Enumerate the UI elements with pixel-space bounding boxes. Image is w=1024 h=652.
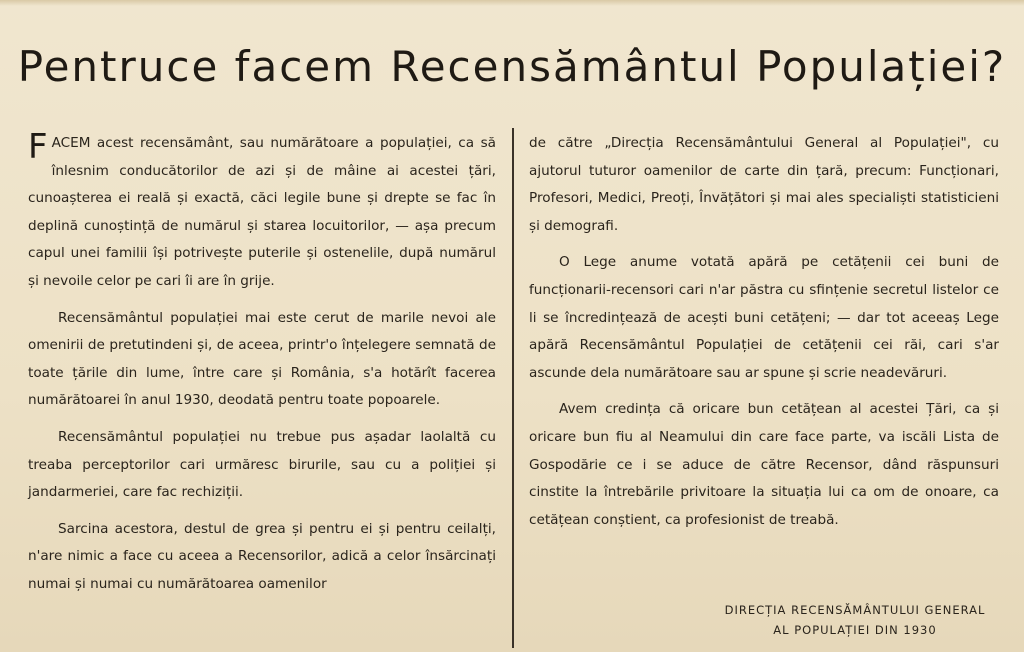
paragraph-3: Recensământul populației nu trebue pus așadar laolaltă cu treaba perceptorilor cari urmăresc birurile, sau cu a poliției și jandarmeriei, care fac rechiziții.	[28, 428, 496, 501]
paragraph-1-text: ACEM acest recensământ, sau numărătoare a populației, ca să înlesnim conducătorilor de azi și de mâine ai acestei țări, cunoașterea ei reală și exactă, căci legile bune și drepte se fac în deplină cunoștință de numărul și starea locuitorilor, — așa precum capul unei familii își potrivește puterile și ostenelile, după numărul și nevoile celor pe cari îi are în grije.	[28, 135, 496, 289]
signature-line-1: DIRECȚIA RECENSĂMÂNTULUI GENERAL	[724, 603, 986, 617]
signature-block	[690, 600, 1020, 640]
paragraph-6: O Lege anume votată apără pe cetățenii cei buni de funcționarii-recensori cari n'ar păstra cu sfințenie secretul listelor ce li se încredințează de acești buni cetățeni; — dar tot aceeaș Lege apără Recensământul Populației de cetățenii cei răi, cari s'ar ascunde dela numărătoare sau ar spune și scrie neadevăruri.	[529, 254, 999, 381]
page-title: Pentruce facem Recensământul Populației?	[17, 42, 1007, 91]
paragraph-5: de către „Direcția Recensământului General al Populației", cu ajutorul tuturor oamenilor de carte din țară, precum: Funcționari, Profesori, Medici, Preoți, Învățători și mai ales specialiști statisticieni și demografi.	[529, 135, 999, 234]
page-fold-shadow	[0, 0, 1024, 6]
paragraph-1	[28, 127, 496, 296]
signature-line-2: AL POPULAȚIEI DIN 1930	[773, 623, 937, 637]
drop-cap: F	[28, 127, 48, 167]
paragraph-2: Recensământul populației mai este cerut de marile nevoi ale omenirii de pretutindeni și, de aceea, printr'o înțelegere semnată de toate țările din lume, între care și România, s'a hotărît facerea numărătoarei în anul 1930, deodată pentru toate popoarele.	[28, 309, 496, 409]
paragraph-4: Sarcina acestora, destul de grea și pentru ei și pentru ceilalți, n'are nimic a face cu aceea a Recensorilor, adică a celor însărcinați numai și numai cu numărătoarea oamenilor	[28, 520, 496, 592]
right-column	[529, 130, 999, 543]
column-divider	[512, 128, 514, 648]
paragraph-7: Avem credința că oricare bun cetățean al acestei Țări, ca și oricare bun fiu al Neamului din care face parte, va iscăli Lista de Gospodărie ce i se aduce de către Recensor, dând răspunsuri cinstite la întrebările privitoare la situația lui ca om de onoare, ca cetățean conștient, ca profesionist de treabă.	[529, 401, 999, 528]
left-column	[28, 127, 496, 608]
